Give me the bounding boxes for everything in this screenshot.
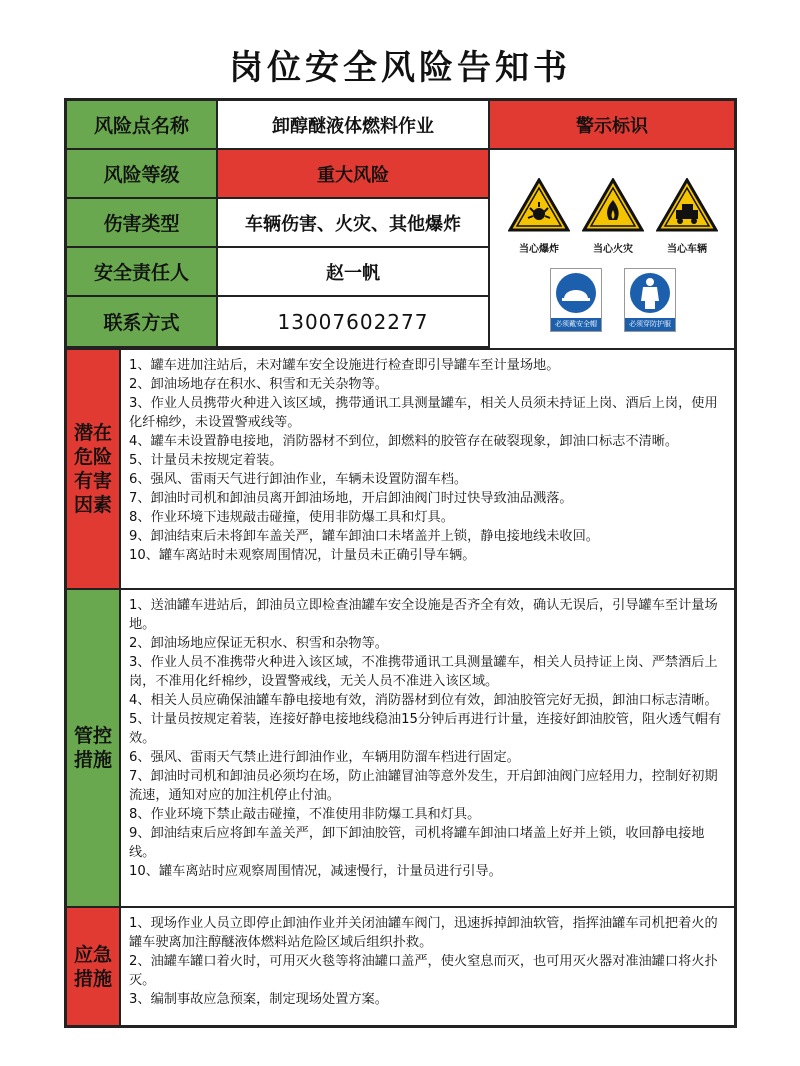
explosion-warning-label: 当心爆炸 (519, 244, 559, 255)
controls-item: 3、作业人员不准携带火种进入该区域，不准携带通讯工具测量罐车，相关人员持证上岗、严禁酒后上岗，不准用化纤棉纱，设置警戒线，无关人员不准进入该区域。 (129, 655, 718, 689)
emergency-title-text: 应急措施 (73, 943, 112, 990)
emergency-item: 3、编制事故应急预案，制定现场处置方案。 (129, 992, 388, 1007)
protective-suit-mandatory-sign (624, 268, 676, 332)
risk-point-label: 风险点名称 (67, 101, 218, 150)
owner-label: 安全责任人 (67, 248, 218, 297)
controls-section (67, 588, 734, 906)
hazards-item: 10、罐车离站时未观察周围情况，计量员未正确引导车辆。 (129, 548, 476, 563)
risk-level-label: 风险等级 (67, 150, 218, 199)
harm-type-value: 车辆伤害、火灾、其他爆炸 (218, 199, 490, 248)
controls-item: 7、卸油时司机和卸油员必须均在场，防止油罐冒油等意外发生，开启卸油阀门应轻用力，控制好初期流速，通知对应的加注机停止付油。 (129, 769, 718, 803)
controls-item: 1、送油罐车进站后，卸油员立即检查油罐车安全设施是否齐全有效，确认无误后，引导罐车至计量场地。 (129, 598, 718, 632)
warning-signs-panel (490, 150, 734, 348)
controls-title (67, 590, 121, 906)
controls-item: 8、作业环境下禁止敲击碰撞，不准使用非防爆工具和灯具。 (129, 807, 481, 822)
protective-suit-mandatory-icon (625, 269, 675, 317)
risk-point-value: 卸醇醚液体燃料作业 (218, 101, 490, 150)
fire-warning-label: 当心火灾 (593, 244, 633, 255)
vehicle-warning-label: 当心车辆 (667, 244, 707, 255)
notice-sheet (64, 98, 737, 1028)
protective-suit-mandatory-label: 必须穿防护服 (625, 318, 675, 331)
hazards-list (129, 356, 728, 565)
controls-item: 5、计量员按规定着装，连接好静电接地线稳油15分钟后再进行计量，连接好卸油胶管，阻火透气帽有效。 (129, 712, 722, 746)
page-title: 岗位安全风险告知书 (229, 48, 571, 88)
controls-item: 4、相关人员应确保油罐车静电接地有效，消防器材到位有效，卸油胶管完好无损，卸油口标志清晰。 (129, 693, 718, 708)
contact-label: 联系方式 (67, 297, 218, 348)
hazards-section (67, 348, 734, 588)
hazards-item: 2、卸油场地存在积水、积雪和无关杂物等。 (129, 377, 388, 392)
vehicle-warning-icon (656, 178, 718, 232)
contact-value: 13007602277 (218, 297, 490, 348)
controls-item: 6、强风、雷雨天气禁止进行卸油作业，车辆用防溜车档进行固定。 (129, 750, 520, 765)
helmet-mandatory-icon (551, 269, 601, 317)
controls-item: 9、卸油结束后应将卸车盖关严，卸下卸油胶管，司机将罐车卸油口堵盖上好并上锁，收回静电接地线。 (129, 826, 705, 860)
controls-item: 10、罐车离站时应观察周围情况，减速慢行，计量员进行引导。 (129, 864, 502, 879)
owner-value: 赵一帆 (218, 248, 490, 297)
risk-level-value: 重大风险 (218, 150, 490, 199)
hazards-item: 5、计量员未按规定着装。 (129, 453, 283, 468)
emergency-item: 2、油罐车罐口着火时，可用灭火毯等将油罐口盖严，使火窒息而灭，也可用灭火器对准油罐口将火扑灭。 (129, 954, 718, 988)
emergency-list (129, 914, 728, 1009)
hazards-item: 7、卸油时司机和卸油员离开卸油场地，开启卸油阀门时过快导致油品溅落。 (129, 491, 573, 506)
fire-warning-icon (582, 178, 644, 232)
emergency-title (67, 908, 121, 1025)
controls-title-text: 管控措施 (73, 725, 112, 771)
warning-header: 警示标识 (490, 101, 734, 150)
helmet-mandatory-label: 必须戴安全帽 (551, 318, 601, 331)
hazards-item: 6、强风、雷雨天气进行卸油作业，车辆未设置防溜车档。 (129, 472, 468, 487)
harm-type-label: 伤害类型 (67, 199, 218, 248)
hazards-title (67, 350, 121, 588)
emergency-item: 1、现场作业人员立即停止卸油作业并关闭油罐车阀门，迅速拆掉卸油软管，指挥油罐车司机把着火的罐车驶离加注醇醚液体燃料站危险区域后组织扑救。 (129, 916, 718, 950)
hazards-item: 3、作业人员携带火种进入该区域，携带通讯工具测量罐车，相关人员须未持证上岗、酒后上岗，使用化纤棉纱，未设置警戒线等。 (129, 396, 718, 430)
controls-list (129, 596, 728, 881)
emergency-section (67, 906, 734, 1025)
helmet-mandatory-sign (550, 268, 602, 332)
hazards-item: 9、卸油结束后未将卸车盖关严，罐车卸油口未堵盖并上锁，静电接地线未收回。 (129, 529, 599, 544)
hazards-title-text: 潜在危险有害因素 (73, 422, 112, 516)
controls-item: 2、卸油场地应保证无积水、积雪和杂物等。 (129, 636, 388, 651)
hazards-item: 4、罐车未设置静电接地，消防器材不到位，卸燃料的胶管存在破裂现象，卸油口标志不清晰。 (129, 434, 679, 449)
hazards-item: 1、罐车进加注站后，未对罐车安全设施进行检查即引导罐车至计量场地。 (129, 358, 560, 373)
explosion-warning-icon (508, 178, 570, 232)
hazards-item: 8、作业环境下违规敲击碰撞，使用非防爆工具和灯具。 (129, 510, 454, 525)
